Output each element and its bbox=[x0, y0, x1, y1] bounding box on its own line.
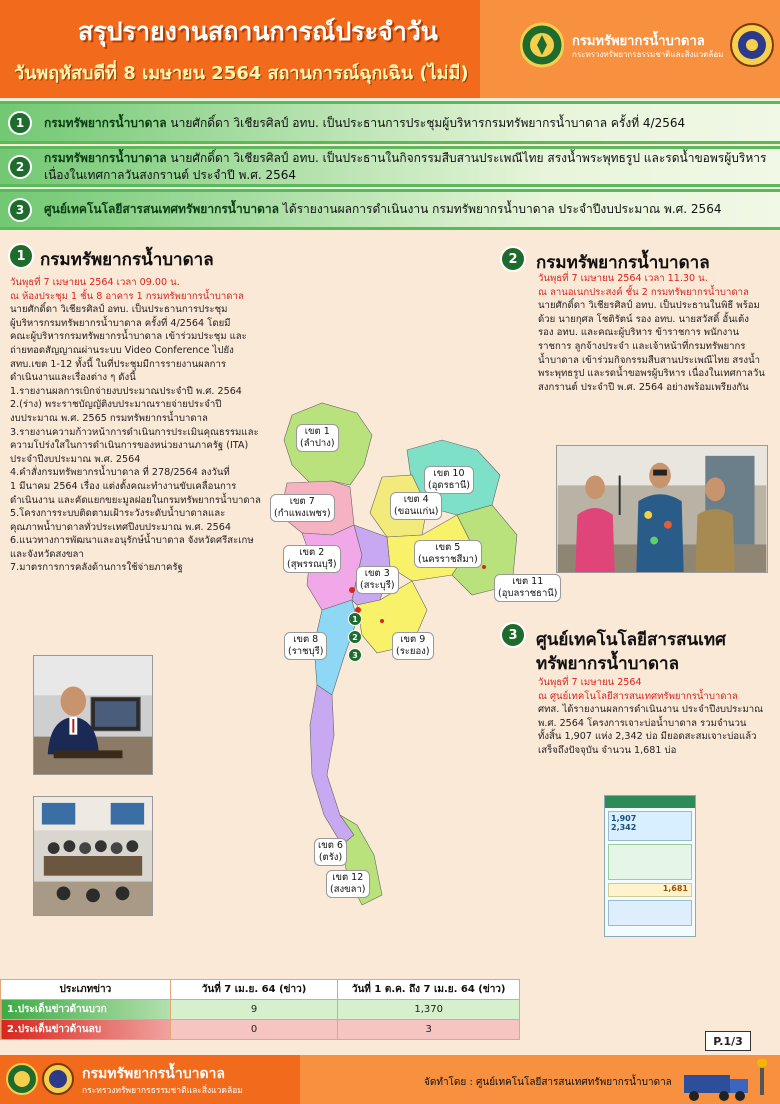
body-line: ดำเนินงาน และคัดแยกขยะมูลฝอยในกรมทรัพยากรน้ำบาดาล bbox=[10, 494, 261, 506]
body-line: สทบ.เขต 1-12 ทั้งนี้ ในที่ประชุมมีการรายงานผลการ bbox=[10, 358, 226, 370]
body-line: นายศักดิ์ดา วิเชียรศิลป์ อทบ. เป็นประธานในพิธี พร้อม bbox=[538, 300, 760, 312]
body-line: ประจำปีงบประมาณ พ.ศ. 2564 bbox=[10, 453, 141, 465]
map-label-zone-2: เขต 2 (สุพรรณบุรี) bbox=[283, 545, 341, 573]
body-line: ผู้บริหารกรมทรัพยากรน้ำบาดาล ครั้งที่ 4/2564 โดยมี bbox=[10, 317, 231, 329]
body-line: 2.(ร่าง) พระราชบัญญัติงบประมาณรายจ่ายประจำปี bbox=[10, 399, 222, 411]
body-line: งบประมาณ พ.ศ. 2565 กรมทรัพยากรน้ำบาดาล bbox=[10, 412, 208, 424]
footer-ministry-logo-icon bbox=[42, 1059, 74, 1099]
drilling-infographic bbox=[604, 795, 696, 937]
map-marker-3: 3 bbox=[348, 648, 362, 662]
body-line: ด้วย นายกุศล โชติรัตน์ รอง อทบ. นายสวัสดิ์ อั้นเต้ง bbox=[538, 313, 749, 325]
footer-org-name: กรมทรัพยากรน้ำบาดาล bbox=[82, 1066, 225, 1082]
table-cell-day: 9 bbox=[170, 1000, 338, 1020]
infographic-value-3: 1,681 bbox=[608, 883, 692, 897]
body-line: ศทส. ได้รายงานผลการดำเนินงาน ประจำปีงบประมาณ bbox=[538, 704, 764, 716]
body-line: 1.รายงานผลการเบิกจ่ายงบประมาณประจำปี พ.ศ. 2564 bbox=[10, 385, 242, 397]
meeting-room-photo bbox=[33, 796, 153, 916]
body-line: และจังหวัดสงขลา bbox=[10, 548, 84, 560]
page-footer bbox=[0, 1055, 780, 1104]
body-line: เสร็จถึงปัจจุบัน จำนวน 1,681 บ่อ bbox=[538, 744, 677, 756]
news-summary-table bbox=[0, 979, 520, 1040]
summary-number: 3 bbox=[8, 198, 32, 222]
table-header-row bbox=[1, 980, 520, 1000]
table-row bbox=[1, 1000, 520, 1020]
summary-text: กรมทรัพยากรน้ำบาดาล นายศักดิ์ดา วิเชียรศิลป์ อทบ. เป็นประธานในกิจกรรมสืบสานประเพณีไทย สรงน้ำพระพุทธรูป และรดน้ำขอพรผู้บริหาร เนื่องในเทศกาลวันสงกรานต์ ประจำปี พ.ศ. 2564 bbox=[44, 151, 767, 182]
infographic-value-1: 1,907 bbox=[611, 814, 637, 823]
map-label-zone-5: เขต 5 (นครราชสีมา) bbox=[414, 540, 482, 568]
body-line: คุณภาพน้ำบาดาลทั่วประเทศปีงบประมาณ พ.ศ. 2564 bbox=[10, 521, 231, 533]
header-org-name: กรมทรัพยากรน้ำบาดาล bbox=[572, 34, 705, 49]
table-header-day: วันที่ 7 เม.ย. 64 (ข่าว) bbox=[170, 980, 338, 1000]
page-number: P.1/3 bbox=[705, 1031, 751, 1051]
section-3-title-line2: ทรัพยากรน้ำบาดาล bbox=[536, 654, 679, 674]
section-2-title: กรมทรัพยากรน้ำบาดาล bbox=[536, 253, 710, 273]
header-ministry: กระทรวงทรัพยากรธรรมชาติและสิ่งแวดล้อม bbox=[572, 50, 724, 59]
ministry-logo-icon bbox=[730, 20, 774, 70]
section-1-venue: ณ ห้องประชุม 1 ชั้น 8 อาคาร 1 กรมทรัพยากรน้ำบาดาล bbox=[10, 290, 244, 302]
map-label-zone-9: เขต 9 (ระยอง) bbox=[392, 632, 434, 660]
map-label-zone-7: เขต 7 (กำแพงเพชร) bbox=[270, 494, 335, 522]
section-2-venue: ณ ลานอเนกประสงค์ ชั้น 2 กรมทรัพยากรน้ำบาดาล bbox=[538, 286, 749, 298]
section-1-date: วันพุธที่ 7 เมษายน 2564 เวลา 09.00 น. bbox=[10, 277, 180, 288]
body-line: คณะผู้บริหารกรมทรัพยากรน้ำบาดาล เข้าร่วมประชุม และ bbox=[10, 331, 247, 343]
department-logo-icon bbox=[520, 20, 564, 70]
section-3-venue: ณ ศูนย์เทคโนโลยีสารสนเทศทรัพยากรน้ำบาดาล bbox=[538, 690, 738, 702]
map-label-zone-6: เขต 6 (ตรัง) bbox=[314, 838, 347, 866]
map-label-zone-8: เขต 8 (ราชบุรี) bbox=[284, 632, 327, 660]
summary-number: 1 bbox=[8, 111, 32, 135]
section-1-number: 1 bbox=[8, 243, 34, 269]
summary-item-3 bbox=[0, 188, 780, 230]
table-cell-label: 1.ประเด็นข่าวด้านบวก bbox=[1, 1000, 171, 1020]
map-marker-1: 1 bbox=[348, 612, 362, 626]
section-2-number: 2 bbox=[500, 246, 526, 272]
songkran-event-photo bbox=[556, 445, 768, 573]
section-3-body bbox=[538, 676, 774, 758]
table-cell-total: 1,370 bbox=[338, 1000, 520, 1020]
summary-text: กรมทรัพยากรน้ำบาดาล นายศักดิ์ดา วิเชียรศิลป์ อทบ. เป็นประธานการประชุมผู้บริหารกรมทรัพยากรน้ำบาดาล ครั้งที่ 4/2564 bbox=[44, 116, 686, 130]
infographic-value-2: 2,342 bbox=[611, 823, 637, 832]
footer-prepared-by: จัดทำโดย : ศูนย์เทคโนโลยีสารสนเทศทรัพยากรน้ำบาดาล bbox=[424, 1077, 672, 1088]
table-header-type: ประเภทข่าว bbox=[1, 980, 171, 1000]
body-line: 5.โครงการระบบติดตามเฝ้าระวังระดับน้ำบาดาลและ bbox=[10, 508, 226, 520]
body-line: ดำเนินงานและเรื่องต่าง ๆ ดังนี้ bbox=[10, 372, 136, 384]
body-line: 4.คำสั่งกรมทรัพยากรน้ำบาดาล ที่ 278/2564 ลงวันที่ bbox=[10, 467, 230, 479]
section-3-date: วันพุธที่ 7 เมษายน 2564 bbox=[538, 677, 642, 688]
table-cell-label: 2.ประเด็นข่าวด้านลบ bbox=[1, 1020, 171, 1040]
page-header bbox=[0, 0, 780, 98]
body-line: สงกรานต์ ประจำปี พ.ศ. 2564 อย่างพร้อมเพรียงกัน bbox=[538, 381, 749, 393]
table-cell-day: 0 bbox=[170, 1020, 338, 1040]
body-line: พระพุทธรูป และรดน้ำขอพรผู้บริหาร เนื่องในเทศกาลวัน bbox=[538, 368, 765, 380]
report-date: วันพฤหัสบดีที่ 8 เมษายน 2564 สถานการณ์ฉุกเฉิน (ไม่มี) bbox=[14, 63, 469, 84]
map-marker-2: 2 bbox=[348, 630, 362, 644]
body-line: ความโปร่งใสในการดำเนินการของหน่วยงานภาครัฐ (ITA) bbox=[10, 440, 249, 452]
map-label-zone-4: เขต 4 (ขอนแก่น) bbox=[390, 492, 442, 520]
body-line: น้ำบาดาล เข้าร่วมกิจกรรมสืบสานประเพณีไทย สรงน้ำ bbox=[538, 354, 761, 366]
section-2-date: วันพุธที่ 7 เมษายน 2564 เวลา 11.30 น. bbox=[538, 273, 708, 284]
footer-ministry: กระทรวงทรัพยากรธรรมชาติและสิ่งแวดล้อม bbox=[82, 1086, 243, 1096]
body-line: 3.รายงานความก้าวหน้าการดำเนินการประเมินคุณธรรมและ bbox=[10, 426, 259, 438]
body-line: รอง อทบ. และคณะผู้บริหาร ข้าราชการ พนักงาน bbox=[538, 327, 740, 339]
summary-item-2 bbox=[0, 145, 780, 187]
body-line: นายศักดิ์ดา วิเชียรศิลป์ อทบ. เป็นประธานการประชุม bbox=[10, 304, 228, 316]
meeting-chair-photo bbox=[33, 655, 153, 775]
table-row bbox=[1, 1020, 520, 1040]
map-label-zone-11: เขต 11 (อุบลราชธานี) bbox=[494, 574, 561, 602]
body-line: 7.มาตรการการคลังด้านการใช้จ่ายภาครัฐ bbox=[10, 562, 183, 574]
page-title: สรุปรายงานสถานการณ์ประจำวัน bbox=[78, 17, 438, 46]
section-3-title-line1: ศูนย์เทคโนโลยีสารสนเทศ bbox=[536, 630, 726, 650]
map-label-zone-10: เขต 10 (อุดรธานี) bbox=[424, 466, 474, 494]
table-header-total: วันที่ 1 ต.ค. ถึง 7 เม.ย. 64 (ข่าว) bbox=[338, 980, 520, 1000]
map-label-zone-1: เขต 1 (ลำปาง) bbox=[296, 424, 339, 452]
table-cell-total: 3 bbox=[338, 1020, 520, 1040]
map-label-zone-12: เขต 12 (สงขลา) bbox=[326, 870, 370, 898]
section-3-number: 3 bbox=[500, 622, 526, 648]
footer-department-logo-icon bbox=[6, 1059, 38, 1099]
body-line: ถ่ายทอดสัญญาณผ่านระบบ Video Conference ไปยัง bbox=[10, 344, 234, 356]
section-2-body bbox=[538, 272, 774, 394]
summary-item-1 bbox=[0, 100, 780, 144]
summary-text: ศูนย์เทคโนโลยีสารสนเทศทรัพยากรน้ำบาดาล ได้รายงานผลการดำเนินงาน กรมทรัพยากรน้ำบาดาล ประจำปีงบประมาณ พ.ศ. 2564 bbox=[44, 202, 722, 216]
body-line: ราชการ ลูกจ้างประจำ และเจ้าหน้าที่กรมทรัพยากร bbox=[538, 340, 746, 352]
body-line: 6.แนวทางการพัฒนาและอนุรักษ์น้ำบาดาล จังหวัดศรีสะเกษ bbox=[10, 535, 254, 547]
section-1-body bbox=[10, 276, 282, 575]
body-line: 1 มีนาคม 2564 เรื่อง แต่งตั้งคณะทำงานขับเคลื่อนการ bbox=[10, 480, 237, 492]
body-line: ทั้งสิ้น 1,907 แห่ง 2,342 บ่อ มียอดสะสมเจาะบ่อแล้ว bbox=[538, 731, 757, 743]
body-line: พ.ศ. 2564 โครงการเจาะบ่อน้ำบาดาล รวมจำนวน bbox=[538, 717, 747, 729]
map-label-zone-3: เขต 3 (สระบุรี) bbox=[356, 566, 399, 594]
drilling-truck-icon bbox=[676, 1059, 776, 1103]
summary-number: 2 bbox=[8, 155, 32, 179]
section-1-title: กรมทรัพยากรน้ำบาดาล bbox=[40, 250, 214, 270]
